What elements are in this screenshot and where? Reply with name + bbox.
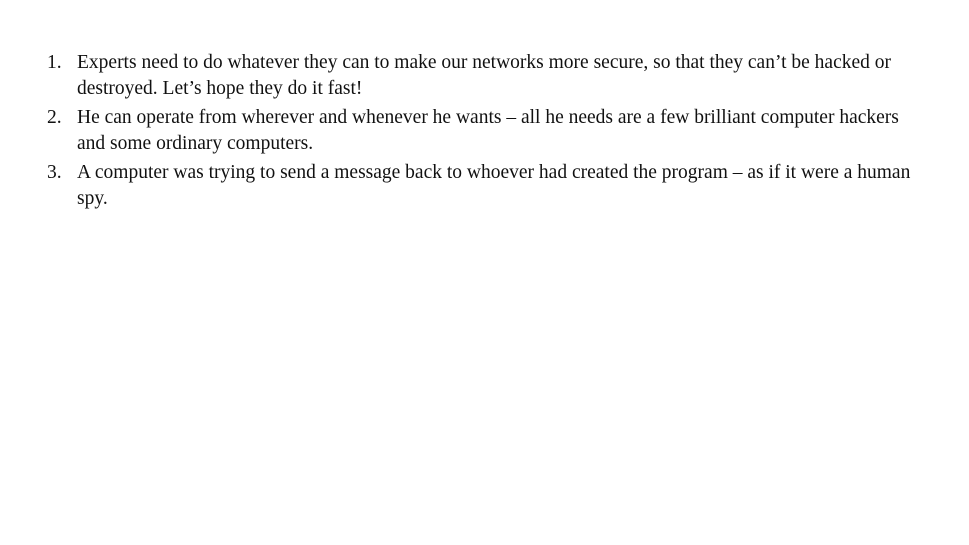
- numbered-list: [0, 50, 969, 215]
- list-item-text: He can operate from wherever and whenever he wants – all he needs are a few brilliant computer hackers and some ordinary computers.: [77, 107, 899, 154]
- list-item-text: A computer was trying to send a message back to whoever had created the program – as if it were a human spy.: [77, 162, 911, 209]
- list-item: [0, 50, 969, 102]
- list-item: [0, 160, 969, 212]
- list-item-number: 3.: [47, 162, 62, 183]
- list-item: [0, 105, 969, 157]
- list-item-number: 2.: [47, 107, 62, 128]
- list-item-text: Experts need to do whatever they can to make our networks more secure, so that they can’t be hacked or destroyed. Let’s hope they do it fast!: [77, 52, 892, 99]
- list-item-number: 1.: [47, 52, 62, 73]
